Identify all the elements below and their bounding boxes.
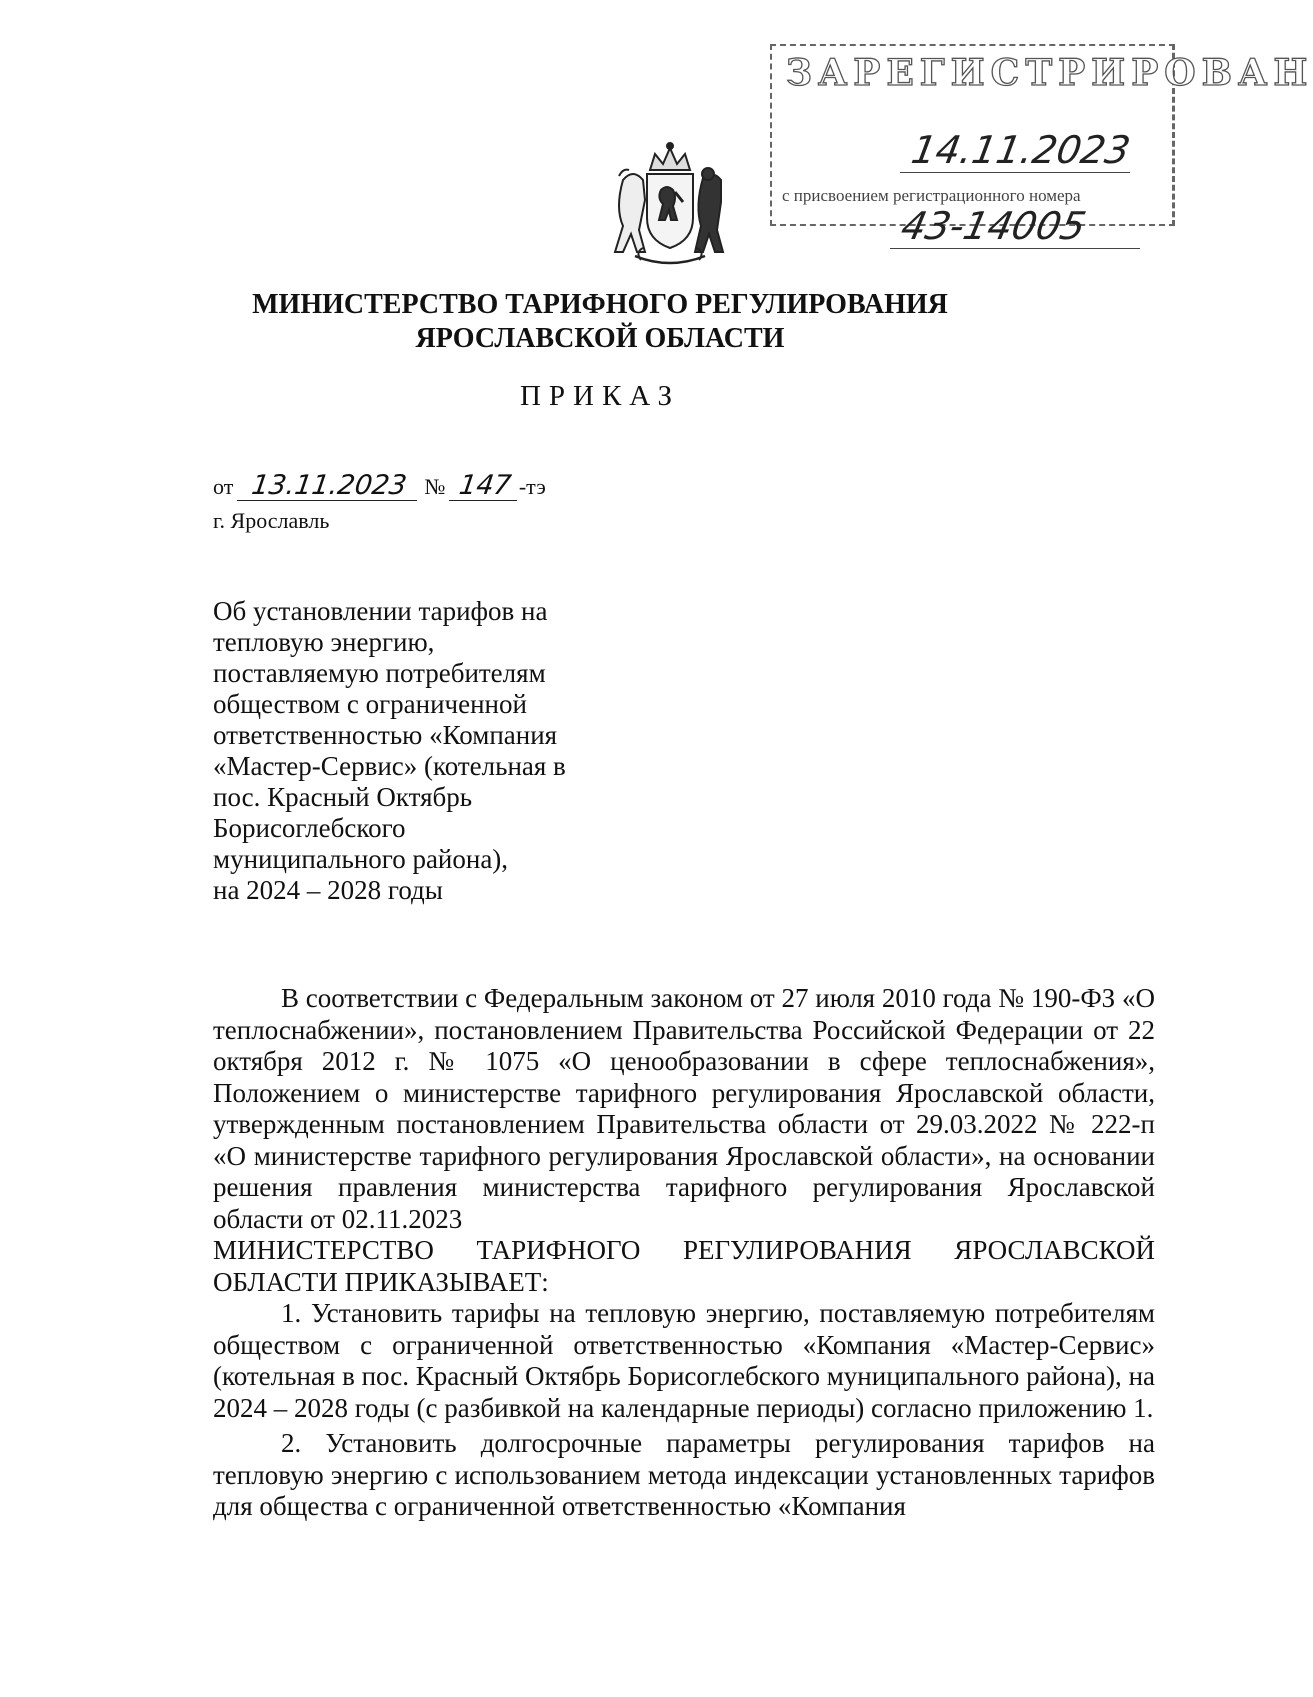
stamp-date: 14.11.2023 xyxy=(908,128,1134,172)
document-type: ПРИКАЗ xyxy=(519,380,681,412)
item-1-paragraph: 1. Установить тарифы на тепловую энергию, поставляемую потребителям обществом с ограниченной ответственностью «Компания «Мастер-Сервис» (котельная в пос. Красный Октябрь Борисоглебского муниципального района), на 2024 – 2028 годы (с разбивкой на календарные периоды) согласно приложению 1. xyxy=(213,1298,1155,1423)
subject-line: тепловую энергию, xyxy=(213,627,435,657)
subject-line: на 2024 – 2028 годы xyxy=(213,875,443,905)
item-2-paragraph: 2. Установить долгосрочные параметры регулирования тарифов на тепловую энергию с использованием метода индексации установленных тарифов для общества с ограниченной ответственностью «Компания xyxy=(213,1428,1155,1521)
subject-line: Борисоглебского xyxy=(213,813,406,843)
number-suffix: -тэ xyxy=(518,474,546,499)
stamp-date-line xyxy=(900,172,1130,173)
subject-line: обществом с ограниченной xyxy=(213,689,527,719)
ministry-line-1: МИНИСТЕРСТВО ТАРИФНОГО РЕГУЛИРОВАНИЯ xyxy=(252,289,948,320)
order-subject xyxy=(213,596,613,906)
subject-line: муниципального района), xyxy=(213,844,509,874)
stamp-number-line xyxy=(890,248,1140,249)
order-date: 13.11.2023 xyxy=(237,472,421,501)
stamp-title: ЗАРЕГИСТРИРОВАН xyxy=(786,52,1313,94)
subject-line: Об установлении тарифов на xyxy=(213,596,548,626)
number-prefix: № xyxy=(424,474,446,499)
stamp-number: 43-14005 xyxy=(897,204,1090,248)
subject-line: пос. Красный Октябрь xyxy=(213,782,473,812)
subject-line: ответственностью «Компания xyxy=(213,720,558,750)
ministry-heading xyxy=(200,288,1000,356)
city: г. Ярославль xyxy=(213,508,330,533)
order-number: 147 xyxy=(449,472,521,501)
coat-of-arms-icon xyxy=(605,140,735,270)
order-body xyxy=(213,983,1155,1523)
date-prefix: от xyxy=(213,474,234,499)
subject-line: «Мастер-Сервис» (котельная в xyxy=(213,751,566,781)
stamp-caption: с присвоением регистрационного номера xyxy=(782,186,1081,205)
preamble-paragraph: В соответствии с Федеральным законом от 27 июля 2010 года № 190-ФЗ «О теплоснабжении», постановлением Правительства Российской Федерации от 22 октября 2012 г. № 1075 «О ценообразовании в сфере теплоснабжения», Положением о министерстве тарифного регулирования Ярославской области, утвержденным постановлением Правительства области от 29.03.2022 № 222-п «О министерстве тарифного регулирования Ярославской области», на основании решения правления министерства тарифного регулирования Ярославской области от 02.11.2023 xyxy=(213,983,1155,1234)
subject-line: поставляемую потребителям xyxy=(213,658,546,688)
registration-stamp xyxy=(770,44,1313,248)
ministry-line-2: ЯРОСЛАВСКОЙ ОБЛАСТИ xyxy=(415,323,785,354)
order-date-number xyxy=(213,472,546,501)
resolution-paragraph: МИНИСТЕРСТВО ТАРИФНОГО РЕГУЛИРОВАНИЯ ЯРОСЛАВСКОЙ ОБЛАСТИ ПРИКАЗЫВАЕТ: xyxy=(213,1235,1155,1297)
